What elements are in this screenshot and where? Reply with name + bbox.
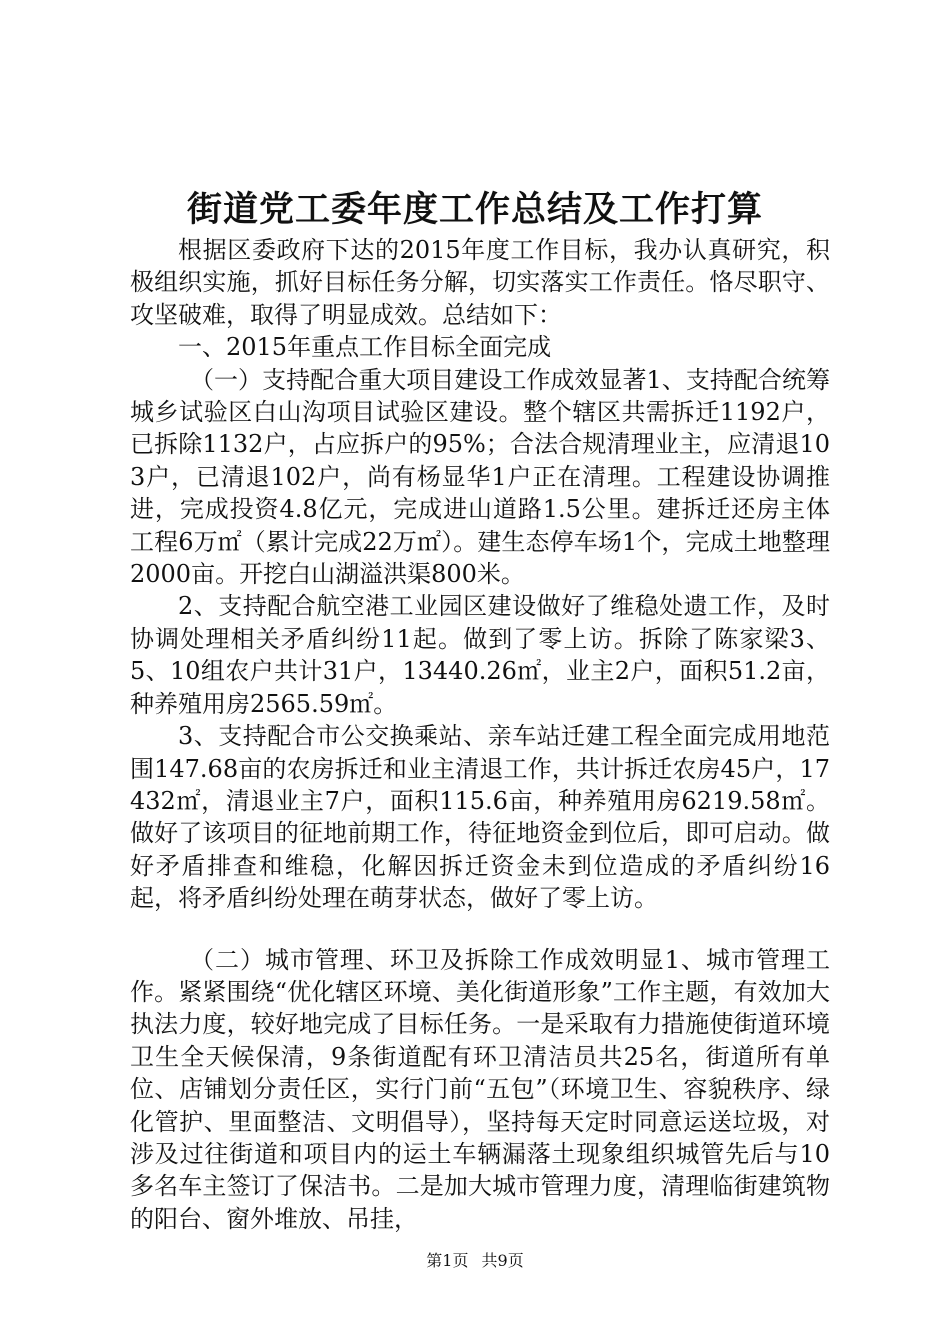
paragraph-item-2: 2、支持配合航空港工业园区建设做好了维稳处遗工作，及时协调处理相关矛盾纠纷11起。做到了零上访。拆除了陈家梁3、5、10组农户共计31户，13440.26㎡，业主2户，面积51.2亩，种养殖用房2565.59㎡。 [130,592,830,718]
paragraph-item-3: 3、支持配合市公交换乘站、亲车站迁建工程全面完成用地范围147.68亩的农房拆迁和业主清退工作，共计拆迁农房45户，17432㎡，清退业主7户，面积115.6亩，种养殖用房6219.58㎡。做好了该项目的征地前期工作，待征地资金到位后，即可启动。做好矛盾排查和维稳，化解因拆迁资金未到位造成的矛盾纠纷16起，将矛盾纠纷处理在萌芽状态，做好了零上访。 [130,722,830,913]
document-title: 街道党工委年度工作总结及工作打算 [186,189,763,230]
section-heading: 一、2015年重点工作目标全面完成 [178,333,552,362]
paragraph-subsection-2: （二）城市管理、环卫及拆除工作成效明显1、城市管理工作。紧紧围绕“优化辖区环境、美化街道形象”工作主题，有效加大执法力度，较好地完成了目标任务。一是采取有力措施使街道环境卫生全天候保清，9条街道配有环卫清洁员共25名，街道所有单位、店铺划分责任区，实行门前“五包”（环境卫生、容貌秩序、绿化管护、里面整洁、文明倡导），坚持每天定时同意运送垃圾，对涉及过往街道和项目内的运土车辆漏落土现象组织城管先后与10多名车主签订了保洁书。二是加大城市管理力度，清理临街建筑物的阳台、窗外堆放、吊挂， [130,945,830,1233]
page-footer [0,1250,950,1272]
page-total: 共9页 [481,1251,524,1270]
paragraph-intro: 根据区委政府下达的2015年度工作目标，我办认真研究，积极组织实施，抓好目标任务分解，切实落实工作责任。恪尽职守、攻坚破难，取得了明显成效。总结如下： [130,236,830,329]
paragraph-spacer [130,915,830,944]
paragraph-subsection-1: （一）支持配合重大项目建设工作成效显著1、支持配合统筹城乡试验区白山沟项目试验区建设。整个辖区共需拆迁1192户，已拆除1132户，占应拆户的95%；合法合规清理业主，应清退103户，已清退102户，尚有杨显华1户正在清理。工程建设协调推进，完成投资4.8亿元，完成进山道路1.5公里。建拆迁还房主体工程6万㎡（累计完成22万㎡）。建生态停车场1个，完成土地整理2000亩。开挖白山湖溢洪渠800米。 [130,365,830,589]
document-body [130,234,830,1235]
page-number: 第1页 [426,1251,469,1270]
